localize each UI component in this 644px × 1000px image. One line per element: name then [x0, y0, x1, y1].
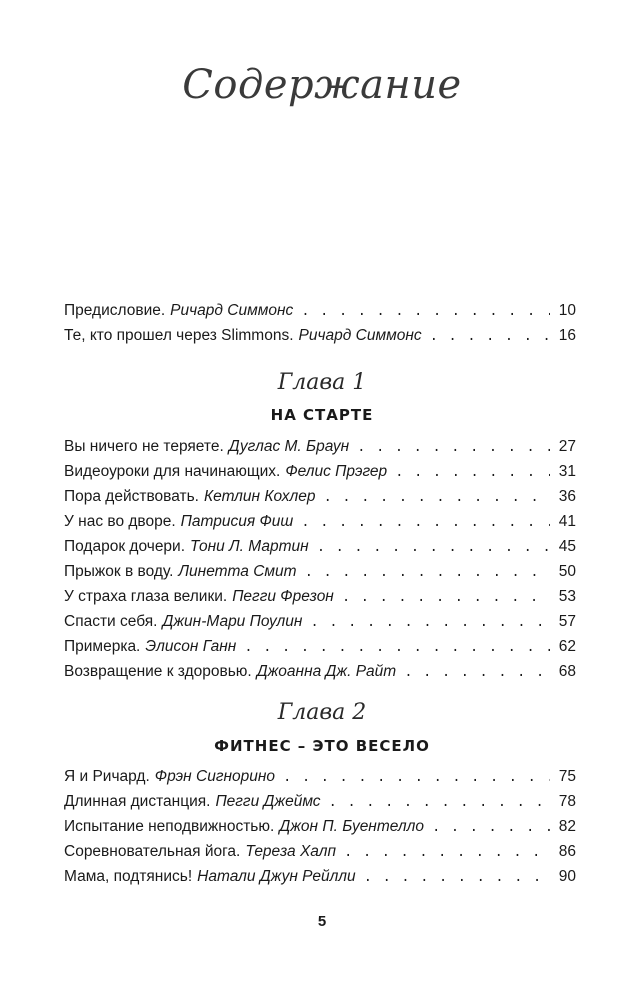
toc-entry[interactable]: [64, 559, 576, 584]
page-title: Содержание: [182, 62, 462, 108]
toc-entry[interactable]: [64, 484, 576, 509]
toc-entry[interactable]: [64, 459, 576, 484]
entry-title: Видеоуроки для начинающих.: [64, 463, 281, 480]
entry-title: Предисловие.: [64, 302, 166, 319]
dot-leader: [364, 866, 550, 891]
dot-leader: [404, 661, 550, 686]
dot-leader: [344, 841, 550, 866]
front-matter-list: [64, 298, 576, 348]
entry-page: 62: [558, 638, 576, 655]
dot-leader: [432, 816, 550, 841]
page-number: 5: [317, 913, 327, 930]
entry-title: Подарок дочери.: [64, 538, 186, 555]
entry-author: Тереза Халп: [245, 843, 337, 860]
entry-author: Натали Джун Рейлли: [197, 868, 356, 885]
entry-title: Я и Ричард.: [64, 768, 150, 785]
toc-entry[interactable]: [64, 298, 576, 323]
toc-entry[interactable]: [64, 584, 576, 609]
chapter-1-list: [64, 434, 576, 684]
dot-leader: [323, 486, 550, 511]
entry-page: 27: [558, 438, 576, 455]
dot-leader: [329, 791, 550, 816]
toc-entry[interactable]: [64, 839, 576, 864]
entry-page: 36: [558, 488, 576, 505]
entry-page: 53: [558, 588, 576, 605]
entry-page: 82: [558, 818, 576, 835]
toc-entry[interactable]: [64, 634, 576, 659]
entry-page: 45: [558, 538, 576, 555]
dot-leader: [430, 325, 550, 350]
entry-page: 16: [558, 327, 576, 344]
entry-title: Мама, подтянись!: [64, 868, 193, 885]
entry-title: Соревновательная йога.: [64, 843, 241, 860]
entry-author: Линетта Смит: [178, 563, 297, 580]
chapter-heading: Глава 2: [277, 700, 367, 725]
dot-leader: [342, 586, 550, 611]
chapter-heading: Глава 1: [277, 370, 367, 395]
entry-page: 10: [558, 302, 576, 319]
entry-page: 31: [558, 463, 576, 480]
toc-entry[interactable]: [64, 764, 576, 789]
entry-author: Ричард Симмонс: [298, 327, 422, 344]
toc-entry[interactable]: [64, 323, 576, 348]
entry-author: Тони Л. Мартин: [190, 538, 309, 555]
dot-leader: [301, 300, 550, 325]
entry-author: Джон П. Буентелло: [279, 818, 424, 835]
entry-page: 75: [558, 768, 576, 785]
entry-page: 50: [558, 563, 576, 580]
entry-author: Дуглас М. Браун: [228, 438, 350, 455]
entry-author: Пегги Джеймс: [215, 793, 321, 810]
entry-author: Джин-Мари Поулин: [162, 613, 303, 630]
entry-title: Те, кто прошел через Slimmons.: [64, 327, 294, 344]
toc-entry[interactable]: [64, 509, 576, 534]
toc-entry[interactable]: [64, 534, 576, 559]
dot-leader: [305, 561, 550, 586]
entry-title: Прыжок в воду.: [64, 563, 174, 580]
entry-author: Фелис Прэгер: [285, 463, 388, 480]
entry-page: 57: [558, 613, 576, 630]
chapter-title: НА СТАРТЕ: [270, 406, 374, 424]
toc-entry[interactable]: [64, 434, 576, 459]
entry-author: Ричард Симмонс: [170, 302, 294, 319]
entry-author: Джоанна Дж. Райт: [256, 663, 397, 680]
entry-author: Элисон Ганн: [145, 638, 237, 655]
toc-entry[interactable]: [64, 659, 576, 684]
dot-leader: [357, 436, 550, 461]
entry-title: Длинная дистанция.: [64, 793, 211, 810]
entry-author: Кетлин Кохлер: [203, 488, 316, 505]
entry-page: 78: [558, 793, 576, 810]
entry-page: 90: [558, 868, 576, 885]
toc-entry[interactable]: [64, 789, 576, 814]
entry-author: Фрэн Сигнорино: [154, 768, 276, 785]
toc-entry[interactable]: [64, 864, 576, 889]
dot-leader: [283, 766, 550, 791]
entry-page: 86: [558, 843, 576, 860]
entry-page: 41: [558, 513, 576, 530]
dot-leader: [310, 611, 550, 636]
dot-leader: [244, 636, 550, 661]
chapter-2-list: [64, 764, 576, 889]
toc-entry[interactable]: [64, 814, 576, 839]
entry-author: Пегги Фрезон: [232, 588, 334, 605]
entry-title: У страха глаза велики.: [64, 588, 228, 605]
entry-page: 68: [558, 663, 576, 680]
dot-leader: [301, 511, 550, 536]
entry-title: Испытание неподвижностью.: [64, 818, 275, 835]
entry-title: Примерка.: [64, 638, 141, 655]
entry-title: Пора действовать.: [64, 488, 199, 505]
entry-title: Спасти себя.: [64, 613, 158, 630]
dot-leader: [395, 461, 550, 486]
chapter-title: ФИТНЕС – ЭТО ВЕСЕЛО: [214, 737, 430, 755]
toc-entry[interactable]: [64, 609, 576, 634]
entry-title: У нас во дворе.: [64, 513, 176, 530]
entry-title: Вы ничего не теряете.: [64, 438, 224, 455]
dot-leader: [317, 536, 550, 561]
entry-author: Патрисия Фиш: [180, 513, 294, 530]
entry-title: Возвращение к здоровью.: [64, 663, 252, 680]
